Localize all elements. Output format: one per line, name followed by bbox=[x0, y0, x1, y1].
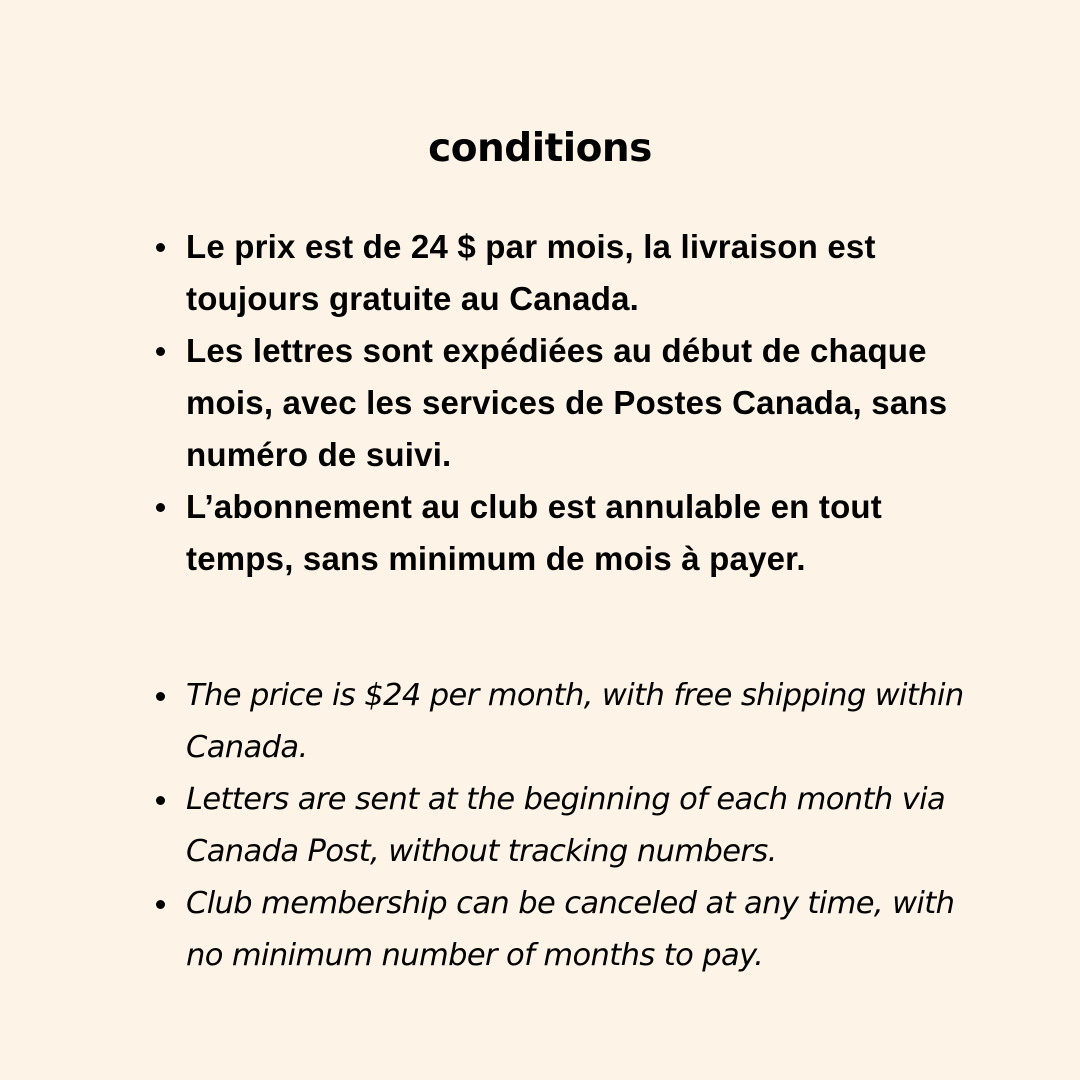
bullet-icon bbox=[156, 900, 165, 909]
list-item bbox=[186, 481, 976, 585]
page-title: conditions bbox=[428, 126, 652, 172]
bullet-icon bbox=[156, 692, 165, 701]
bullet-icon bbox=[156, 503, 165, 512]
list-item bbox=[186, 878, 976, 982]
list-item bbox=[186, 221, 976, 325]
list-item bbox=[186, 670, 976, 774]
list-item-text: Letters are sent at the beginning of each month via Canada Post, without tracking numbers. bbox=[186, 782, 946, 869]
list-item bbox=[186, 774, 976, 878]
list-item-text: Club membership can be canceled at any time, with no minimum number of months to pay. bbox=[186, 886, 955, 973]
bullet-icon bbox=[156, 796, 165, 805]
list-item-text: Les lettres sont expédiées au début de chaque mois, avec les services de Postes Canada, sans numéro de suivi. bbox=[186, 332, 948, 473]
list-item bbox=[186, 325, 976, 481]
list-item-text: The price is $24 per month, with free shipping within Canada. bbox=[186, 678, 964, 765]
list-item-text: L’abonnement au club est annulable en tout temps, sans minimum de mois à payer. bbox=[186, 488, 882, 577]
bullet-icon bbox=[156, 243, 165, 252]
bullet-icon bbox=[156, 347, 165, 356]
list-item-text: Le prix est de 24 $ par mois, la livraison est toujours gratuite au Canada. bbox=[186, 228, 876, 317]
french-conditions-list bbox=[186, 221, 976, 585]
english-conditions-list bbox=[186, 670, 976, 982]
